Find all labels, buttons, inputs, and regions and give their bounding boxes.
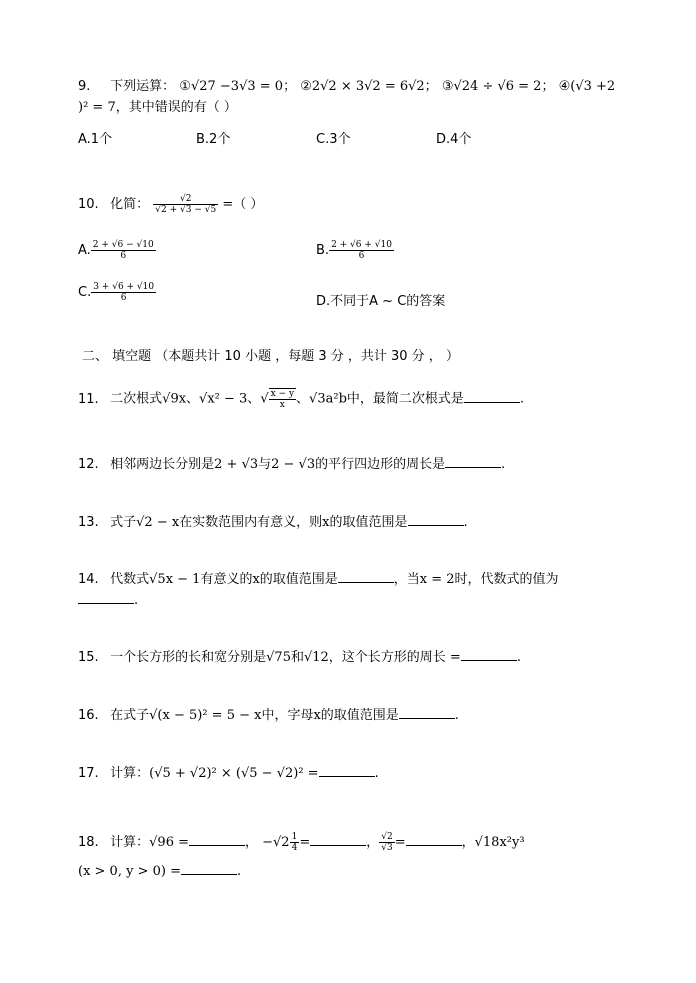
q18-answer-blank-3[interactable] [406, 833, 462, 846]
q11-line: 11. 二次根式√9x、√x² − 3、√ $\frac{x - y}{x}$ 、√3a²b中，最简二次根式是 . [78, 389, 525, 410]
q12-line [78, 455, 505, 474]
q12-number: 12. [78, 457, 99, 472]
q15-answer-blank[interactable] [461, 648, 517, 661]
q11-frac-num: x − y [270, 389, 295, 399]
q18-c-frac-num: √2 [381, 832, 393, 842]
q18-text-a: 计算：√96 = [110, 835, 189, 850]
q12-end: . [501, 457, 506, 472]
q11-number: 11. [78, 391, 99, 407]
q14-answer-blank-2[interactable] [78, 591, 134, 604]
q10-option-a-label: A. [78, 243, 91, 258]
q11-frac-den: x [279, 400, 285, 410]
q9-option-b: B.2个 [196, 132, 231, 147]
q18-b-frac-den: 4 [291, 843, 298, 853]
q18-c-frac-den: √3 [381, 843, 393, 853]
q13-line [78, 513, 468, 532]
q9-expr1: ①√27 −3√3 = 0 [179, 79, 284, 94]
q9-stem: 下列运算： [110, 79, 176, 94]
q18-end: . [236, 864, 242, 879]
q9-number: 9. [78, 79, 91, 94]
q18-line2 [78, 862, 241, 881]
q10-option-b-label: B. [316, 243, 330, 258]
q18-b-fraction [290, 832, 300, 853]
q10-fraction [153, 194, 218, 215]
q10-option-c-label: C. [78, 285, 92, 300]
q14-end: . [134, 593, 139, 608]
q9-expr2: ②2√2 × 3√2 = 6√2 [300, 79, 425, 94]
q17-text: 计算：(√5 + √2)² × (√5 − √2)² = [110, 766, 319, 781]
q10-number: 10. [78, 197, 99, 212]
q11-end: . [519, 391, 525, 407]
q16-number: 16. [78, 708, 99, 723]
q11-text-b: √9x、√x² − 3、 [162, 391, 261, 407]
q16-line [78, 706, 459, 725]
q9-expr4: ④(√3 +2 [558, 79, 616, 94]
q10-line [78, 194, 263, 215]
q15-line [78, 648, 521, 667]
q10-option-a-den: 6 [120, 251, 127, 261]
q15-text: 一个长方形的长和宽分别是√75和√12，这个长方形的周长 = [110, 650, 461, 665]
q10-option-a [78, 240, 156, 261]
q17-end: . [374, 766, 379, 781]
q13-answer-blank[interactable] [408, 513, 464, 526]
q15-end: . [516, 650, 521, 665]
q12-text: 相邻两边长分别是2 + √3与2 − √3的平行四边形的周长是 [110, 457, 446, 472]
q11-fraction [269, 388, 296, 410]
q13-end: . [463, 515, 468, 530]
q18-answer-blank-1[interactable] [189, 833, 245, 846]
q14-answer-blank-1[interactable] [338, 570, 394, 583]
q9-option-d: D.4个 [436, 132, 472, 147]
q10-option-a-fraction [91, 240, 156, 261]
q18-b-eq: = [299, 835, 311, 850]
q14-line1 [78, 570, 559, 589]
q10-option-c-fraction [91, 282, 156, 303]
q9-expr4-cont: )² = 7 [78, 100, 116, 115]
q18-text-b: ， −√2 [245, 835, 290, 850]
q18-number: 18. [78, 835, 99, 850]
q9-line1: 9. 下列运算： ①√27 −3√3 = 0； ②2√2 × 3√2 = 6√2； ③√24 ÷ √6 = 2； ④(√3 +2 [78, 79, 616, 94]
q18-answer-blank-4[interactable] [181, 862, 237, 875]
q11-text-c: 、√3a²b中，最简二次根式是 [296, 391, 464, 407]
q18-c-eq: = [394, 835, 406, 850]
q10-option-b [316, 240, 394, 261]
q10-option-c-den: 6 [120, 293, 127, 303]
q16-text: 在式子√(x − 5)² = 5 − x中，字母x的取值范围是 [110, 708, 399, 723]
q13-number: 13. [78, 515, 99, 530]
q18-answer-blank-2[interactable] [310, 833, 366, 846]
q14-number: 14. [78, 572, 99, 587]
q17-line [78, 764, 379, 783]
q10-stem: 化简： [110, 197, 150, 212]
q9-option-c: C.3个 [316, 132, 351, 147]
q9-option-a: A.1个 [78, 132, 113, 147]
q11-answer-blank[interactable] [464, 390, 520, 403]
q14-text-b: ，当x = 2时，代数式的值为 [393, 572, 559, 587]
q9-stem-tail: ，其中错误的有（ ） [115, 100, 237, 115]
q15-number: 15. [78, 650, 99, 665]
q18-text-d: ，√18x²y³ [461, 835, 525, 850]
q10-option-c-num: 3 + √6 + √10 [93, 282, 155, 292]
q10-tail: =（ ） [222, 197, 264, 212]
q9-expr3: ③√24 ÷ √6 = 2 [441, 79, 542, 94]
q10-option-d: D.不同于A ~ C的答案 [316, 294, 446, 309]
q11-text-a: 二次根式 [110, 391, 163, 407]
q12-answer-blank[interactable] [445, 455, 501, 468]
q10-frac-denominator: √2 + √3 − √5 [155, 205, 217, 215]
q18-condition: (x > 0, y > 0) = [78, 864, 181, 879]
q10-option-b-den: 6 [358, 251, 365, 261]
q10-option-b-fraction [329, 240, 394, 261]
section2-title: 二、 填空题 （本题共计 10 小题 ，每题 3 分 ，共计 30 分 ， ） [82, 349, 459, 364]
q10-option-b-num: 2 + √6 + √10 [331, 240, 392, 250]
q14-line2 [78, 591, 138, 610]
q18-b-frac-num: 1 [291, 832, 298, 842]
q17-answer-blank[interactable] [319, 764, 375, 777]
q10-option-a-num: 2 + √6 − √10 [92, 240, 154, 250]
q16-end: . [454, 708, 459, 723]
q10-frac-numerator: √2 [153, 194, 218, 205]
q18-line1: 18. 计算：√96 = ， −√2 $\frac{1}{4}$ = ， $\frac{√2}{√3}$ = ，√18x²y³ [78, 832, 525, 853]
q9-line2 [78, 99, 237, 117]
q14-text-a: 代数式√5x − 1有意义的x的取值范围是 [110, 572, 338, 587]
q18-c-fraction [379, 832, 394, 853]
q10-option-c [78, 282, 156, 303]
q13-text: 式子√2 − x在实数范围内有意义，则x的取值范围是 [110, 515, 408, 530]
q16-answer-blank[interactable] [399, 706, 455, 719]
q17-number: 17. [78, 766, 99, 781]
